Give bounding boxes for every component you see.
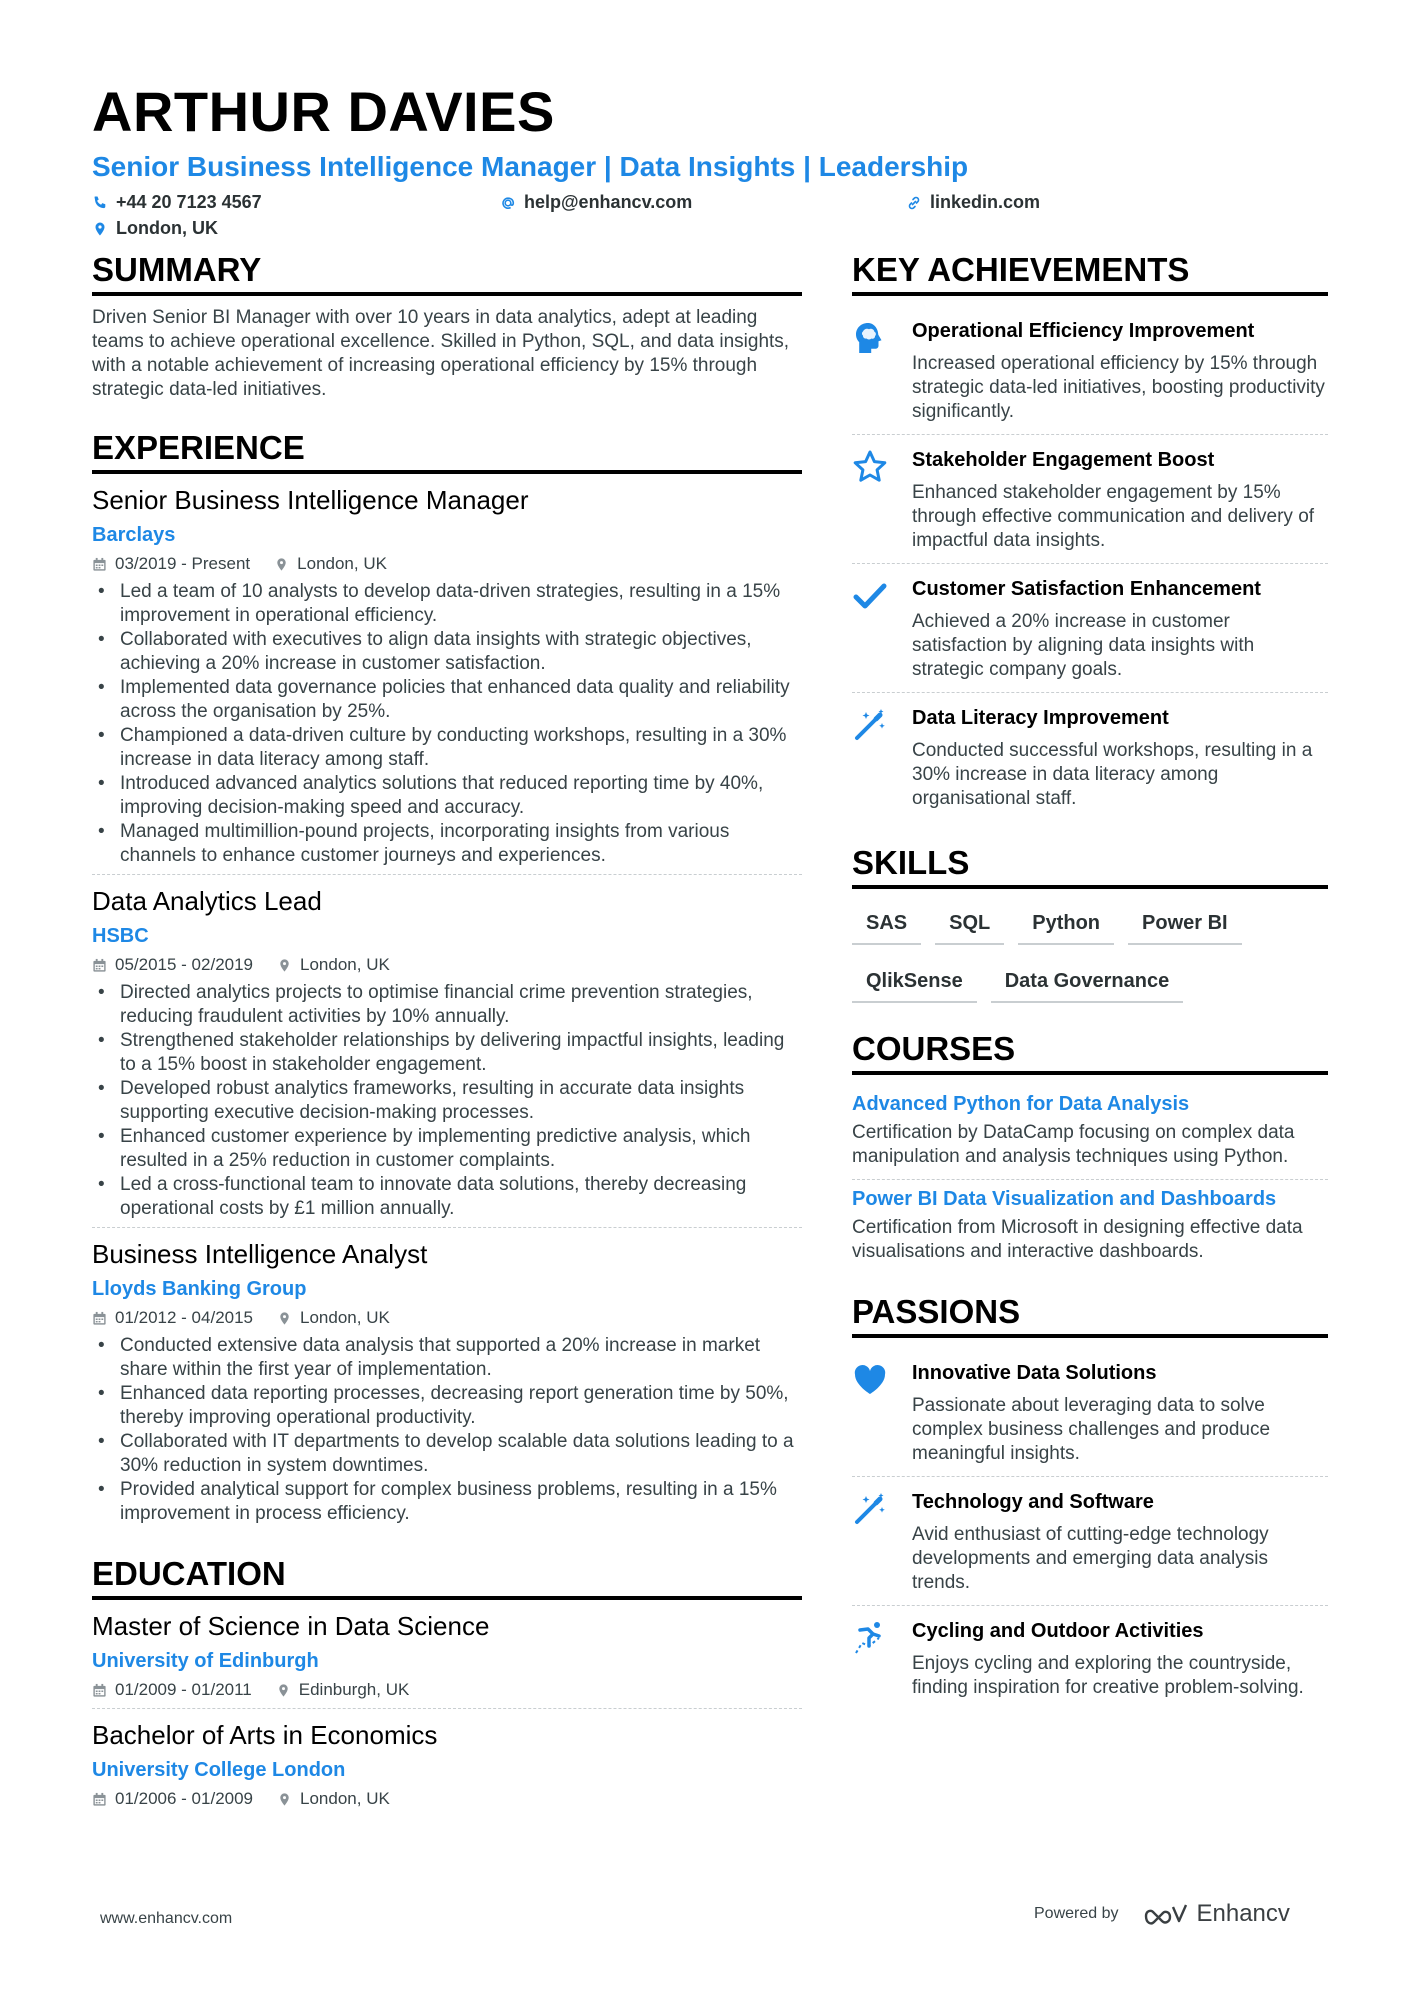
job-meta <box>92 552 802 576</box>
job-title: Business Intelligence Analyst <box>92 1239 428 1269</box>
location-pin-icon <box>277 958 292 973</box>
education-title: EDUCATION <box>92 1554 802 1600</box>
location-pin-icon <box>276 1683 291 1698</box>
achievement-desc: Increased operational efficiency by 15% through strategic data-led initiatives, boosting productivity significantly. <box>912 353 1325 422</box>
education-entry <box>92 1719 802 1817</box>
job-bullet: • Introduced advanced analytics solutions that reduced reporting time by 40%, improving decision-making speed and accuracy. <box>92 772 802 820</box>
degree-title: Bachelor of Arts in Economics <box>92 1720 438 1750</box>
job-title: Data Analytics Lead <box>92 886 322 916</box>
star-icon <box>852 449 888 485</box>
calendar-icon <box>92 1683 107 1698</box>
contact-email[interactable] <box>500 192 692 213</box>
job-bullet: • Enhanced customer experience by implementing predictive analysis, which resulted in a 25% reduction in customer complaints. <box>92 1125 802 1173</box>
location-pin-icon <box>92 221 108 237</box>
resume-header <box>92 80 1332 240</box>
job-bullet: • Led a team of 10 analysts to develop data-driven strategies, resulting in a 15% improvement in operational efficiency. <box>92 580 802 628</box>
passion-item <box>852 1606 1328 1710</box>
education-meta <box>92 1678 802 1702</box>
location-text: London, UK <box>116 218 218 238</box>
job-dates: 03/2019 - Present <box>115 554 251 573</box>
company-name: HSBC <box>92 925 149 947</box>
passion-item <box>852 1477 1328 1606</box>
achievement-item <box>852 693 1328 821</box>
summary-text: Driven Senior BI Manager with over 10 years in data analytics, adept at leading teams to achieve operational excellence. Skilled in Python, SQL, and data insights, with a notable achievement of increasing operational efficiency by 15% through strategic data-led initiatives. <box>92 307 790 400</box>
job-bullet: • Implemented data governance policies that enhanced data quality and reliability across the organisation by 25%. <box>92 676 802 724</box>
passion-item <box>852 1348 1328 1477</box>
job-bullet: • Collaborated with IT departments to develop scalable data solutions leading to a 30% reduction in system downtimes. <box>92 1430 802 1478</box>
job-location: London, UK <box>297 554 387 573</box>
location-pin-icon <box>274 557 289 572</box>
skill-tag: QlikSense <box>852 957 977 1003</box>
job-title: Senior Business Intelligence Manager <box>92 485 529 515</box>
skills-title: SKILLS <box>852 843 1328 889</box>
passion-desc: Passionate about leveraging data to solve complex business challenges and produce meaningful insights. <box>912 1395 1271 1464</box>
course-item <box>852 1085 1328 1180</box>
at-sign-icon <box>500 195 516 211</box>
job-location: London, UK <box>300 955 390 974</box>
education-location: Edinburgh, UK <box>298 1680 410 1699</box>
job-bullet: • Provided analytical support for complex business problems, resulting in a 15% improvement in process efficiency. <box>92 1478 802 1526</box>
job-bullets <box>92 981 802 1221</box>
contact-phone <box>92 192 262 213</box>
email-text: help@enhancv.com <box>524 192 693 212</box>
company-name: Lloyds Banking Group <box>92 1278 307 1300</box>
link-icon <box>906 195 922 211</box>
calendar-icon <box>92 958 107 973</box>
job-bullet: • Enhanced data reporting processes, decreasing report generation time by 50%, thereby improving operational productivity. <box>92 1382 802 1430</box>
school-name: University of Edinburgh <box>92 1650 319 1672</box>
phone-icon <box>92 195 108 211</box>
calendar-icon <box>92 1792 107 1807</box>
education-entry <box>92 1610 802 1709</box>
course-title: Power BI Data Visualization and Dashboards <box>852 1188 1277 1210</box>
summary-section <box>92 250 802 402</box>
job-meta <box>92 953 802 977</box>
job-entry <box>92 484 802 875</box>
calendar-icon <box>92 1311 107 1326</box>
passion-desc: Avid enthusiast of cutting-edge technology developments and emerging data analysis trends. <box>912 1524 1269 1593</box>
school-name: University College London <box>92 1759 346 1781</box>
achievement-desc: Conducted successful workshops, resulting in a 30% increase in data literacy among organisational staff. <box>912 740 1313 809</box>
location-pin-icon <box>277 1311 292 1326</box>
achievement-title: Data Literacy Improvement <box>912 707 1169 729</box>
achievements-section <box>852 250 1328 821</box>
passions-section <box>852 1292 1328 1710</box>
passion-desc: Enjoys cycling and exploring the countryside, finding inspiration for creative problem-solving. <box>912 1653 1304 1698</box>
enhancv-logo-icon <box>1143 1902 1189 1926</box>
achievement-desc: Enhanced stakeholder engagement by 15% through effective communication and delivery of impactful data insights. <box>912 482 1315 551</box>
footer-website[interactable]: www.enhancv.com <box>100 1910 233 1927</box>
contact-linkedin[interactable] <box>906 192 1040 213</box>
course-item <box>852 1180 1328 1274</box>
job-dates: 05/2015 - 02/2019 <box>115 955 254 974</box>
education-dates: 01/2006 - 01/2009 <box>115 1789 254 1808</box>
skill-tag: Power BI <box>1128 899 1242 945</box>
footer-branding <box>1034 1900 1290 1928</box>
cycling-icon <box>852 1620 888 1656</box>
skill-tag: Python <box>1018 899 1114 945</box>
achievement-desc: Achieved a 20% increase in customer satisfaction by aligning data insights with strategic company goals. <box>912 611 1255 680</box>
candidate-headline: Senior Business Intelligence Manager | Data Insights | Leadership <box>92 151 969 182</box>
course-desc: Certification from Microsoft in designing effective data visualisations and interactive dashboards. <box>852 1217 1303 1262</box>
phone-text: +44 20 7123 4567 <box>116 192 262 212</box>
job-bullets <box>92 580 802 868</box>
education-dates: 01/2009 - 01/2011 <box>115 1680 252 1699</box>
job-entry <box>92 885 802 1228</box>
skill-tag: Data Governance <box>991 957 1184 1003</box>
check-icon <box>852 578 888 614</box>
achievement-item <box>852 564 1328 693</box>
linkedin-text: linkedin.com <box>930 192 1041 212</box>
brand-name: Enhancv <box>1196 1900 1290 1927</box>
heart-icon <box>852 1362 888 1398</box>
achievement-title: Stakeholder Engagement Boost <box>912 449 1215 471</box>
achievement-item <box>852 306 1328 435</box>
contact-location <box>92 218 218 239</box>
skill-tag: SQL <box>935 899 1004 945</box>
passions-title: PASSIONS <box>852 1292 1328 1338</box>
job-bullet: • Managed multimillion-pound projects, incorporating insights from various channels to enhance customer journeys and experiences. <box>92 820 802 868</box>
contact-info <box>92 188 1332 240</box>
location-pin-icon <box>277 1792 292 1807</box>
skills-section <box>852 843 1328 1003</box>
right-column <box>852 250 1328 1710</box>
achievements-title: KEY ACHIEVEMENTS <box>852 250 1328 296</box>
education-section <box>92 1554 802 1817</box>
course-desc: Certification by DataCamp focusing on complex data manipulation and analysis techniques using Python. <box>852 1122 1295 1167</box>
education-meta <box>92 1787 802 1811</box>
degree-title: Master of Science in Data Science <box>92 1611 490 1641</box>
calendar-icon <box>92 557 107 572</box>
skill-tag: SAS <box>852 899 921 945</box>
candidate-name: ARTHUR DAVIES <box>92 80 555 143</box>
passion-title: Innovative Data Solutions <box>912 1362 1157 1384</box>
company-name: Barclays <box>92 524 176 546</box>
summary-title: SUMMARY <box>92 250 802 296</box>
job-bullet: • Collaborated with executives to align data insights with strategic objectives, achieving a 20% increase in customer satisfaction. <box>92 628 802 676</box>
magic-wand-icon <box>852 1491 888 1527</box>
job-bullet: • Strengthened stakeholder relationships by delivering impactful insights, leading to a 15% boost in stakeholder engagement. <box>92 1029 802 1077</box>
job-entry <box>92 1238 802 1532</box>
skills-list <box>852 899 1328 1003</box>
job-location: London, UK <box>300 1308 390 1327</box>
powered-by-text: Powered by <box>1034 1905 1119 1922</box>
job-bullet: • Led a cross-functional team to innovate data solutions, thereby decreasing operational costs by £1 million annually. <box>92 1173 802 1221</box>
experience-title: EXPERIENCE <box>92 428 802 474</box>
achievement-item <box>852 435 1328 564</box>
course-title: Advanced Python for Data Analysis <box>852 1093 1190 1115</box>
education-location: London, UK <box>300 1789 390 1808</box>
left-column <box>92 250 802 1827</box>
courses-title: COURSES <box>852 1029 1328 1075</box>
magic-wand-icon <box>852 707 888 743</box>
job-bullet: • Developed robust analytics frameworks, resulting in accurate data insights supporting executive decision-making processes. <box>92 1077 802 1125</box>
courses-section <box>852 1029 1328 1274</box>
passion-title: Cycling and Outdoor Activities <box>912 1620 1204 1642</box>
job-bullet: • Directed analytics projects to optimise financial crime prevention strategies, reducing fraudulent activities by 10% annually. <box>92 981 802 1029</box>
achievement-title: Customer Satisfaction Enhancement <box>912 578 1261 600</box>
job-bullets <box>92 1334 802 1526</box>
job-dates: 01/2012 - 04/2015 <box>115 1308 254 1327</box>
passion-title: Technology and Software <box>912 1491 1154 1513</box>
achievement-title: Operational Efficiency Improvement <box>912 320 1255 342</box>
job-meta <box>92 1306 802 1330</box>
brain-head-icon <box>852 320 888 356</box>
brand-logo[interactable] <box>1143 1900 1290 1928</box>
job-bullet: • Championed a data-driven culture by conducting workshops, resulting in a 30% increase in data literacy among staff. <box>92 724 802 772</box>
job-bullet: • Conducted extensive data analysis that supported a 20% increase in market share within the first year of implementation. <box>92 1334 802 1382</box>
experience-section <box>92 428 802 1532</box>
